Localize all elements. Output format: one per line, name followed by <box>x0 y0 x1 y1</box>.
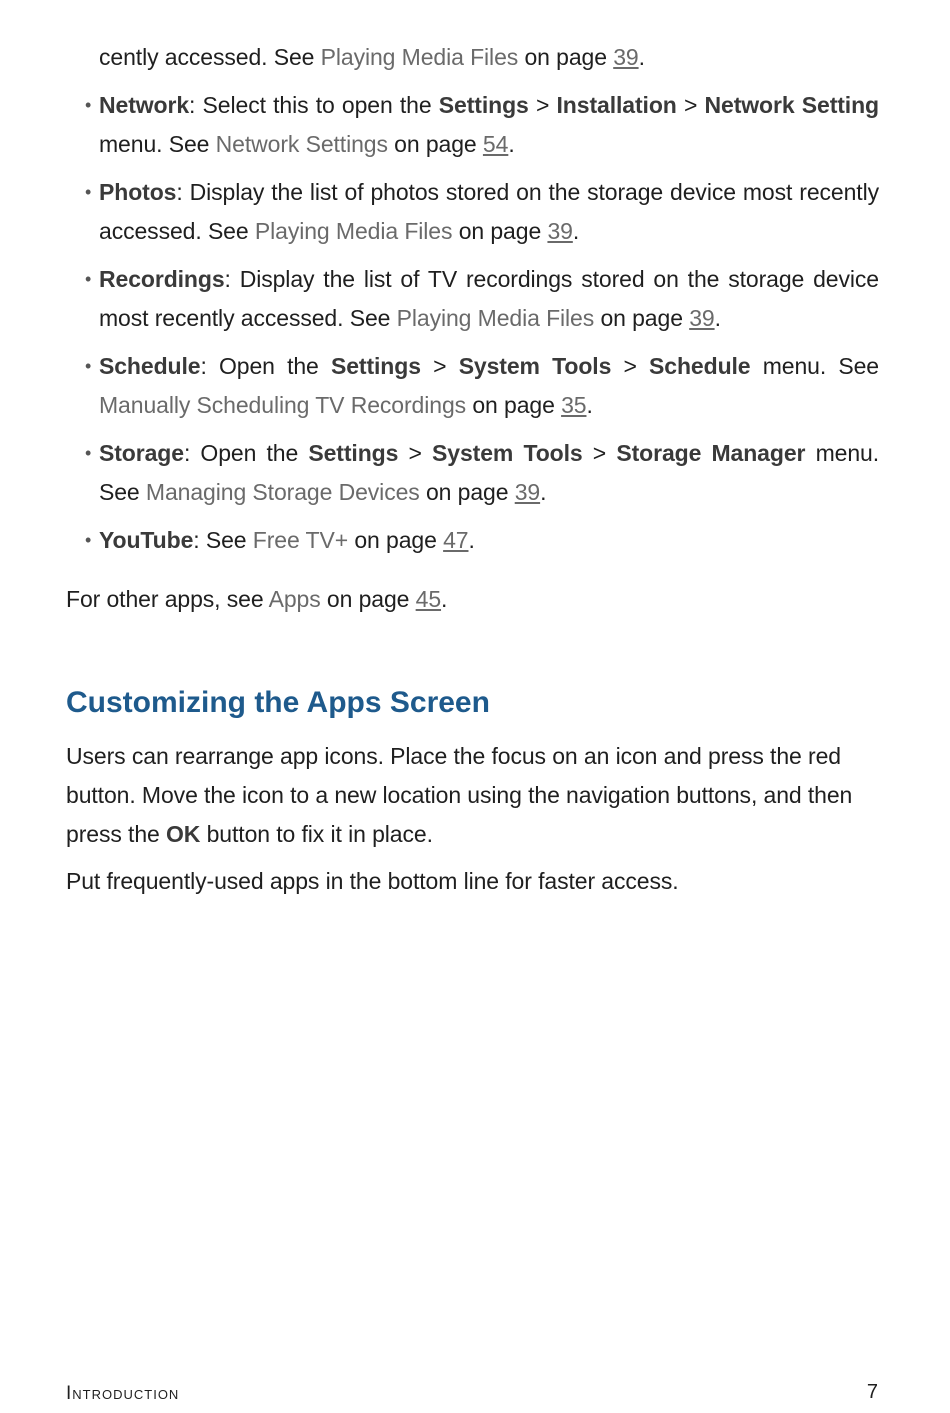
list-item-youtube: • YouTube: See Free TV+ on page 47. <box>85 521 879 560</box>
page-ref[interactable]: 54 <box>482 131 509 157</box>
footer-chapter-title: Introduction <box>66 1383 180 1404</box>
bullet-dot: • <box>85 443 92 463</box>
page-ref[interactable]: 39 <box>689 305 715 331</box>
apps-bullet-list <box>85 86 879 569</box>
bullet-dot: • <box>85 95 92 115</box>
link-free-tv[interactable]: Free TV+ <box>252 527 349 553</box>
bottom-line-paragraph: Put frequently-used apps in the bottom line for faster access. <box>66 868 679 894</box>
page-ref[interactable]: 39 <box>547 218 573 244</box>
page-ref[interactable]: 47 <box>443 527 469 553</box>
footer-page-number: 7 <box>866 1381 878 1403</box>
section-heading: Customizing the Apps Screen <box>66 686 490 719</box>
page-ref[interactable]: 39 <box>514 479 541 505</box>
link-apps[interactable]: Apps <box>268 586 321 612</box>
link-manually-scheduling[interactable]: Manually Scheduling TV Recordings <box>99 392 467 418</box>
bullet-dot: • <box>85 182 92 202</box>
page-ref[interactable]: 45 <box>415 586 442 612</box>
link-network-settings[interactable]: Network Settings <box>215 131 388 157</box>
link-playing-media-files[interactable]: Playing Media Files <box>254 218 453 244</box>
link-playing-media-files[interactable]: Playing Media Files <box>396 305 595 331</box>
link-managing-storage[interactable]: Managing Storage Devices <box>145 479 420 505</box>
bullet-dot: • <box>85 269 92 289</box>
bullet-dot: • <box>85 356 92 376</box>
list-item-recordings: • Recordings: Display the list of TV recordings stored on the storage device most recently accessed. See Playing Media Files on page 39. <box>85 260 879 338</box>
list-item-photos: • Photos: Display the list of photos stored on the storage device most recently accessed. See Playing Media Files on page 39. <box>85 173 879 251</box>
list-item-network: • Network: Select this to open the Settings > Installation > Network Setting menu. See Network Settings on page 54. <box>85 86 879 164</box>
rearrange-paragraph: Users can rearrange app icons. Place the focus on an icon and press the red button. Move the icon to a new location using the navigation buttons, and then press the OK button to fix it in place. <box>66 743 853 847</box>
list-item-schedule: • Schedule: Open the Settings > System Tools > Schedule menu. See Manually Scheduling TV Recordings on page 35. <box>85 347 879 425</box>
link-playing-media-files[interactable]: Playing Media Files <box>320 44 519 70</box>
page-ref[interactable]: 35 <box>561 392 587 418</box>
continuation-line: cently accessed. See Playing Media Files on page 39. <box>99 44 645 70</box>
page-ref[interactable]: 39 <box>613 44 639 70</box>
bullet-dot: • <box>85 530 92 550</box>
list-item-storage: • Storage: Open the Settings > System Tools > Storage Manager menu. See Managing Storage Devices on page 39. <box>85 434 879 512</box>
other-apps-paragraph: For other apps, see Apps on page 45. <box>66 586 448 612</box>
